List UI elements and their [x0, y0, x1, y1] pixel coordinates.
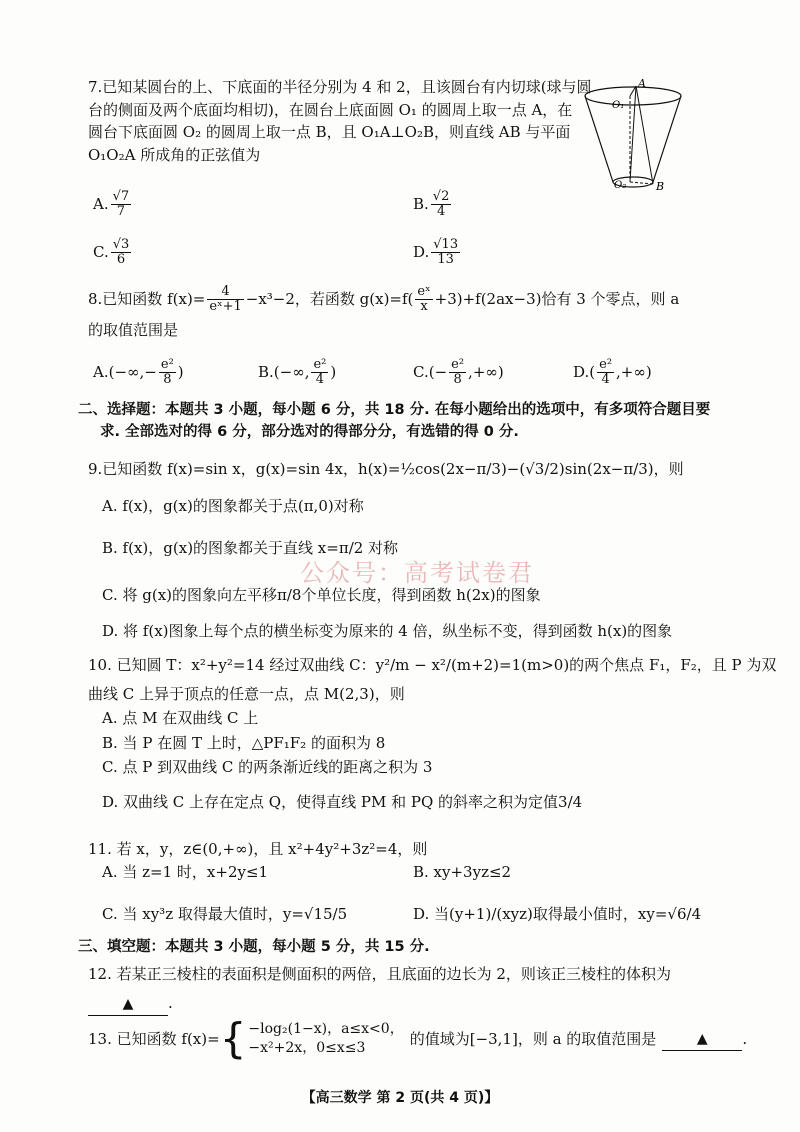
piecewise-function: [219, 1014, 404, 1063]
denominator: 8: [163, 372, 172, 388]
fraction: [159, 358, 176, 388]
fraction: [311, 358, 328, 388]
denominator: 4: [315, 372, 325, 388]
q11-row-2: [88, 903, 748, 933]
q8-line-1: [88, 285, 748, 315]
label-B: B: [656, 180, 665, 193]
denominator: eˣ+1: [209, 299, 242, 315]
q11-option-b: B. xy+3yz≤2: [413, 862, 512, 881]
q8-text: 8.已知函数 f(x)=: [88, 289, 206, 308]
q10-option-a: A. 点 M 在双曲线 C 上: [102, 709, 259, 727]
question-11: [88, 838, 748, 933]
q13-line: [88, 1014, 748, 1063]
option-text: ,+∞): [468, 362, 504, 381]
watermark: 公众号：高考试卷君: [300, 559, 534, 587]
question-10: [88, 654, 777, 813]
option-text: ): [177, 362, 184, 381]
section-2-line: 求. 全部选对的得 6 分，部分选对的得部分分，有选错的得 0 分.: [100, 423, 519, 440]
q10-option-c: C. 点 P 到双曲线 C 的两条渐近线的距离之积为 3: [102, 758, 433, 776]
denominator: x: [420, 299, 428, 315]
q11-stem: 11. 若 x，y，z∈(0,+∞)，且 x²+4y²+3z²=4，则: [88, 840, 428, 858]
cases: [248, 1020, 403, 1058]
label-A: A: [638, 78, 646, 90]
q8-line-2: 的取值范围是: [88, 320, 179, 339]
q9-option-b: B. f(x)，g(x)的图象都关于直线 x=π/2 对称: [102, 539, 399, 557]
q7-line: O₁O₂A 所成角的正弦值为: [88, 145, 261, 164]
section-2-heading: [78, 400, 748, 444]
numerator: √13: [433, 237, 459, 252]
q10-line-2: 曲线 C 上异于顶点的任意一点，点 M(2,3)，则: [88, 684, 405, 703]
question-7: [88, 76, 592, 166]
q7-option-d: [413, 238, 462, 268]
option-letter: A.: [93, 194, 109, 213]
brace-icon: {: [219, 1014, 247, 1063]
answer-blank[interactable]: [88, 992, 168, 1016]
option-letter: B.: [258, 362, 274, 381]
fraction: [207, 285, 243, 315]
section-2-line: 二、选择题：本题共 3 小题，每小题 6 分，共 18 分. 在每小题给出的选项中，有多项符合题目要: [78, 402, 711, 418]
q7-option-b: [413, 190, 453, 220]
q7-option-a: [93, 190, 133, 220]
fraction: [449, 358, 466, 388]
q8-options: [88, 358, 748, 398]
numerator: e²: [599, 357, 613, 372]
numerator: e²: [160, 357, 174, 372]
option-text: (−∞,: [273, 362, 310, 381]
option-letter: D.: [573, 362, 590, 381]
q13-text: 的值域为[−3,1]，则 a 的取值范围是: [409, 1029, 657, 1048]
q7-line: 台的侧面及两个底面均相切)，在圆台上底面圆 O₁ 的圆周上取一点 A，在: [88, 100, 573, 119]
q8-text: −x³−2，若函数 g(x)=f(: [245, 289, 414, 308]
option-text: (−: [428, 362, 448, 381]
option-text: ,+∞): [616, 362, 652, 381]
q8-option-b: [258, 358, 336, 388]
page-footer: 【高三数学 第 2 页(共 4 页)】: [301, 1090, 499, 1106]
option-text: (: [589, 362, 596, 381]
q7-line: 圆台下底面圆 O₂ 的圆周上取一点 B，且 O₁A⊥O₂B，则直线 AB 与平面: [88, 123, 571, 141]
q9-option-c: C. 将 g(x)的图象向左平移π/8个单位长度，得到函数 h(2x)的图象: [102, 585, 541, 604]
q13-text: 13. 已知函数 f(x)=: [88, 1029, 220, 1048]
q9-option-a: A. f(x)，g(x)的图象都关于点(π,0)对称: [102, 496, 364, 515]
q12-line-2: [88, 992, 748, 1016]
triangle-icon: ▲: [696, 1031, 708, 1047]
q11-option-a: A. 当 z=1 时，x+2y≤1: [102, 862, 269, 881]
numerator: e²: [451, 357, 465, 372]
q10-option-b: B. 当 P 在圆 T 上时，△PF₁F₂ 的面积为 8: [102, 733, 386, 752]
option-letter: D.: [413, 242, 430, 261]
q10-line-1: 10. 已知圆 T：x²+y²=14 经过双曲线 C：y²/m − x²/(m+2)=1(m>0)的两个焦点 F₁，F₂，且 P 为双: [88, 656, 777, 674]
numerator: √3: [112, 237, 130, 252]
question-9: [88, 458, 748, 643]
fraction: [111, 190, 132, 220]
numerator: √2: [432, 189, 450, 204]
triangle-icon: ▲: [122, 995, 134, 1012]
q11-option-d: D. 当(y+1)/(xyz)取得最小值时，xy=√6/4: [413, 904, 702, 923]
option-letter: B.: [413, 194, 429, 213]
numerator: √7: [112, 189, 130, 204]
q9-stem: 9.已知函数 f(x)=sin x，g(x)=sin 4x，h(x)=½cos(2x−π/3)−(√3/2)sin(2x−π/3)，则: [88, 460, 684, 478]
numerator: e²: [313, 357, 327, 372]
fraction: [415, 285, 432, 315]
denominator: 7: [116, 204, 126, 220]
fraction: [431, 190, 452, 220]
section-3-heading: 三、填空题：本题共 3 小题，每小题 5 分，共 15 分.: [78, 939, 430, 955]
label-O2: O₂: [614, 180, 627, 191]
q9-option-d: D. 将 f(x)图象上每个点的横坐标变为原来的 4 倍，纵坐标不变，得到函数 h(x)的图象: [102, 622, 673, 640]
option-text: ): [330, 362, 337, 381]
q11-option-c: C. 当 xy³z 取得最大值时，y=√15/5: [102, 904, 348, 923]
q8-text: +3)+f(2ax−3)恰有 3 个零点，则 a: [434, 289, 680, 308]
question-12: [88, 963, 748, 1016]
option-text: (−∞,−: [108, 362, 157, 381]
q8-option-a: [93, 358, 184, 388]
option-letter: C.: [93, 242, 109, 261]
question-13: [88, 1014, 748, 1063]
period: .: [742, 1029, 748, 1048]
q11-row-1: [88, 861, 748, 885]
denominator: 6: [116, 252, 126, 268]
question-8: [88, 285, 748, 341]
frustum-figure: [578, 78, 688, 198]
q7-option-c: [93, 238, 133, 268]
answer-blank[interactable]: [662, 1027, 742, 1051]
numerator: eˣ: [417, 284, 431, 299]
q7-line: 7.已知某圆台的上、下底面的半径分别为 4 和 2，且该圆台有内切球(球与圆: [88, 78, 592, 96]
q10-option-d: D. 双曲线 C 上存在定点 Q，使得直线 PM 和 PQ 的斜率之积为定值3/4: [102, 792, 583, 811]
period: .: [168, 993, 173, 1012]
denominator: 13: [437, 252, 454, 268]
denominator: 4: [436, 204, 446, 220]
fraction: [597, 358, 614, 388]
option-letter: A.: [93, 362, 109, 381]
denominator: 8: [453, 372, 462, 388]
fraction: [431, 238, 460, 268]
q8-option-c: [413, 358, 504, 388]
case-2: −x²+2x，0≤x≤3: [248, 1040, 366, 1056]
q8-option-d: [573, 358, 652, 388]
q12-line-1: 12. 若某正三棱柱的表面积是侧面积的两倍，且底面的边长为 2，则该正三棱柱的体积为: [88, 965, 671, 983]
case-1: −log₂(1−x)，a≤x<0，: [248, 1021, 404, 1038]
numerator: 4: [207, 285, 243, 300]
fraction: [111, 238, 132, 268]
option-letter: C.: [413, 362, 429, 381]
denominator: 4: [601, 372, 610, 388]
label-O1: O₁: [612, 100, 625, 111]
